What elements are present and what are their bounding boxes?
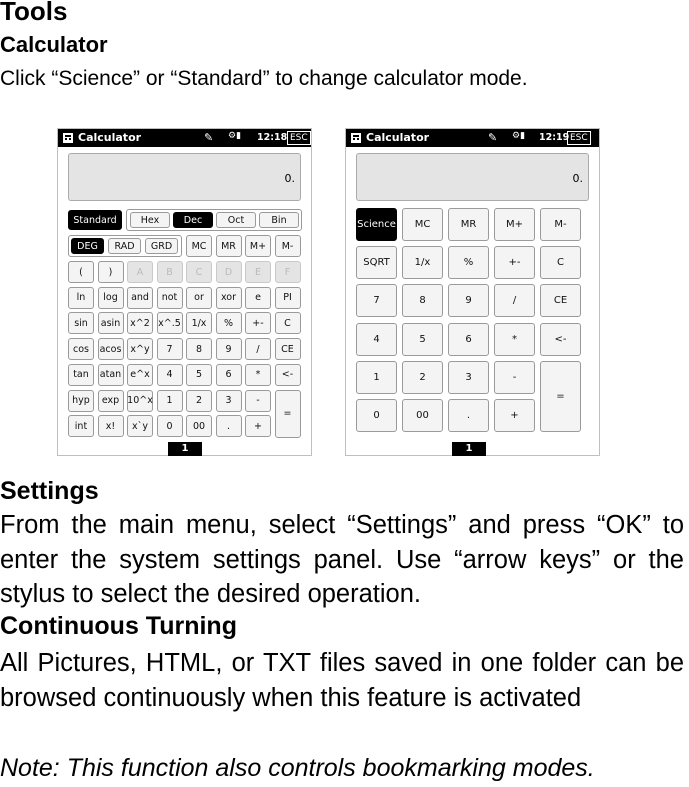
page-indicator: 1 (168, 442, 202, 456)
display-value: 0. (284, 172, 295, 185)
key-percent-button[interactable]: % (448, 246, 489, 279)
key-divide-button[interactable]: / (494, 284, 535, 317)
key-sqrt-button[interactable]: SQRT (356, 246, 397, 279)
clock: 12:18 (257, 132, 288, 143)
key-00-button[interactable]: 00 (186, 415, 212, 437)
base-oct-button[interactable]: Oct (216, 212, 256, 228)
key-reciprocal-button[interactable]: 1/x (402, 246, 443, 279)
key-equals-button[interactable]: = (275, 390, 301, 438)
key-sign-button[interactable]: +- (494, 246, 535, 279)
key-e-button: E (245, 261, 271, 283)
window-title: Calculator (366, 131, 430, 144)
key-asin-button[interactable]: asin (98, 312, 124, 334)
settings-paragraph: From the main menu, select “Settings” and press “OK” to enter the system settings panel. Use “arrow keys” or the stylus to select the desired operation. (0, 511, 684, 608)
key-hyp-button[interactable]: hyp (68, 390, 94, 412)
pen-icon[interactable]: ✎ (204, 131, 214, 144)
angle-deg-button[interactable]: DEG (71, 238, 104, 254)
key-plus-button[interactable]: + (494, 399, 535, 432)
key-8-button[interactable]: 8 (402, 284, 443, 317)
page-indicator: 1 (452, 442, 486, 456)
key-backspace-button[interactable]: <- (275, 364, 301, 386)
key-f-button: F (275, 261, 301, 283)
memory-mr-button[interactable]: MR (216, 235, 242, 257)
key-00-button[interactable]: 00 (402, 399, 443, 432)
calculator-instruction: Click “Science” or “Standard” to change calculator mode. (0, 67, 528, 90)
key-open-paren-button[interactable]: ( (68, 261, 94, 283)
continuous-turning-heading: Continuous Turning (0, 612, 237, 640)
key-multiply-button[interactable]: * (245, 364, 271, 386)
key-sign-button[interactable]: +- (245, 312, 271, 334)
key-and-button[interactable]: and (127, 287, 153, 309)
key-exp-button[interactable]: exp (98, 390, 124, 412)
system-status-icon: ⚙▮ (512, 131, 526, 141)
key-int-button[interactable]: int (68, 415, 94, 437)
key-8-button[interactable]: 8 (186, 338, 212, 360)
key-mr-button[interactable]: MR (448, 208, 489, 241)
key-7-button[interactable]: 7 (157, 338, 183, 360)
key-e-button[interactable]: e (245, 287, 271, 309)
key-d-button: D (216, 261, 242, 283)
key-c-button: C (186, 261, 212, 283)
key-acos-button[interactable]: acos (98, 338, 124, 360)
key-factorial-button[interactable]: x! (98, 415, 124, 437)
key-not-button[interactable]: not (157, 287, 183, 309)
key-sqrt-button[interactable]: x^.5 (157, 312, 183, 334)
key-minus-button[interactable]: - (494, 361, 535, 394)
system-status-icon: ⚙▮ (228, 131, 242, 141)
calculator-heading: Calculator (0, 32, 108, 57)
key-0-button[interactable]: 0 (157, 415, 183, 437)
memory-m--button[interactable]: M+ (245, 235, 271, 257)
key-2-button[interactable]: 2 (186, 390, 212, 412)
key-6-button[interactable]: 6 (448, 323, 489, 356)
key-0-button[interactable]: 0 (356, 399, 397, 432)
section-title: Tools (0, 0, 68, 26)
key-4-button[interactable]: 4 (157, 364, 183, 386)
key-close-paren-button[interactable]: ) (98, 261, 124, 283)
key-root-y-button[interactable]: x`y (127, 415, 153, 437)
key-3-button[interactable]: 3 (216, 390, 242, 412)
key-exp-x-button[interactable]: e^x (127, 364, 153, 386)
key-7-button[interactable]: 7 (356, 284, 397, 317)
key-atan-button[interactable]: atan (98, 364, 124, 386)
angle-rad-button[interactable]: RAD (108, 238, 141, 254)
calculator-icon (350, 132, 362, 144)
key-ln-button[interactable]: ln (68, 287, 94, 309)
key-m--button[interactable]: M- (540, 208, 581, 241)
key-c-button[interactable]: C (275, 312, 301, 334)
display-value: 0. (572, 172, 583, 185)
base-dec-button[interactable]: Dec (173, 212, 213, 228)
key-m--button[interactable]: M+ (494, 208, 535, 241)
key-9-button[interactable]: 9 (448, 284, 489, 317)
memory-m--button[interactable]: M- (275, 235, 301, 257)
key-power-button[interactable]: x^y (127, 338, 153, 360)
key-mc-button[interactable]: MC (402, 208, 443, 241)
key-9-button[interactable]: 9 (216, 338, 242, 360)
key-tan-button[interactable]: tan (68, 364, 94, 386)
key-divide-button[interactable]: / (245, 338, 271, 360)
key-sin-button[interactable]: sin (68, 312, 94, 334)
standard-mode-button[interactable]: Standard (68, 210, 122, 230)
key-3-button[interactable]: 3 (448, 361, 489, 394)
key-2-button[interactable]: 2 (402, 361, 443, 394)
esc-button[interactable]: ESC (287, 131, 311, 145)
key-log-button[interactable]: log (98, 287, 124, 309)
key-5-button[interactable]: 5 (186, 364, 212, 386)
key-a-button: A (127, 261, 153, 283)
science-mode-button[interactable]: Science (356, 208, 397, 241)
key-square-button[interactable]: x^2 (127, 312, 153, 334)
key-ce-button[interactable]: CE (540, 284, 581, 317)
key-or-button[interactable]: or (186, 287, 212, 309)
key-percent-button[interactable]: % (216, 312, 242, 334)
key-1-button[interactable]: 1 (157, 390, 183, 412)
settings-heading: Settings (0, 477, 99, 505)
title-bar (346, 129, 599, 147)
calculator-icon (62, 132, 74, 144)
title-bar (58, 129, 311, 147)
key-reciprocal-button[interactable]: 1/x (186, 312, 212, 334)
pen-icon[interactable]: ✎ (488, 131, 498, 144)
key-5-button[interactable]: 5 (402, 323, 443, 356)
key-minus-button[interactable]: - (245, 390, 271, 412)
key-pi-button[interactable]: PI (275, 287, 301, 309)
key-ten-pow-button[interactable]: 10^x (127, 390, 153, 412)
key-1-button[interactable]: 1 (356, 361, 397, 394)
base-bin-button[interactable]: Bin (259, 212, 299, 228)
esc-button[interactable]: ESC (567, 131, 591, 145)
calculator-display (68, 153, 301, 201)
scientific-calculator-screenshot (57, 128, 312, 456)
key-plus-button[interactable]: + (245, 415, 271, 437)
continuous-turning-paragraph: All Pictures, HTML, or TXT files saved in one folder can be browsed continuously when this feature is activated (0, 649, 684, 712)
window-title: Calculator (78, 131, 142, 144)
standard-calculator-screenshot (345, 128, 600, 456)
memory-mc-button[interactable]: MC (186, 235, 212, 257)
key-equals-button[interactable]: = (540, 361, 581, 432)
key-multiply-button[interactable]: * (494, 323, 535, 356)
key-ce-button[interactable]: CE (275, 338, 301, 360)
angle-grd-button[interactable]: GRD (145, 238, 178, 254)
key-4-button[interactable]: 4 (356, 323, 397, 356)
key-backspace-button[interactable]: <- (540, 323, 581, 356)
key-c-button[interactable]: C (540, 246, 581, 279)
key-xor-button[interactable]: xor (216, 287, 242, 309)
key-decimal-button[interactable]: . (448, 399, 489, 432)
key-b-button: B (157, 261, 183, 283)
calculator-display (356, 153, 589, 201)
note: Note: This function also controls bookmarking modes. (0, 754, 595, 782)
key-cos-button[interactable]: cos (68, 338, 94, 360)
base-hex-button[interactable]: Hex (130, 212, 170, 228)
key-decimal-button[interactable]: . (216, 415, 242, 437)
clock: 12:19 (539, 132, 570, 143)
key-6-button[interactable]: 6 (216, 364, 242, 386)
